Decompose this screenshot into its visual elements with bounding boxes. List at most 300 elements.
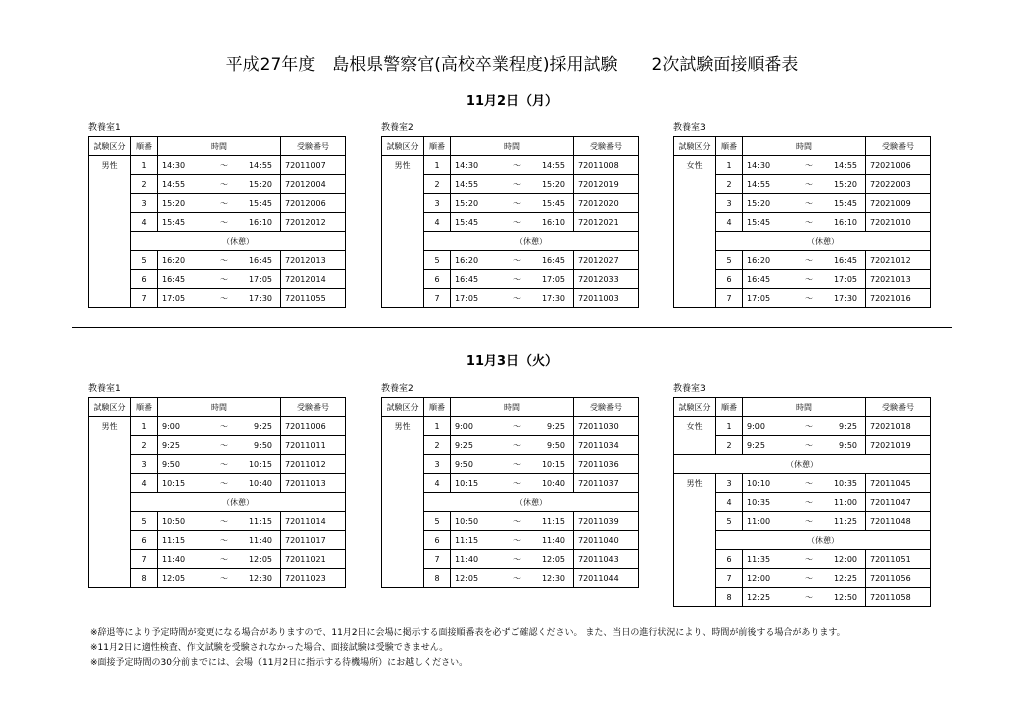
break-label: （休憩） [131, 493, 346, 512]
end-time: 12:25 [833, 573, 857, 583]
time-cell [451, 251, 574, 270]
schedule-table [673, 397, 931, 607]
order-cell: 2 [424, 175, 451, 194]
break-label: （休憩） [424, 232, 639, 251]
room-label: 教養室3 [673, 123, 706, 133]
time-cell [158, 213, 281, 232]
order-cell: 4 [716, 493, 743, 512]
table-row [89, 270, 346, 289]
table-row [89, 175, 346, 194]
table-row [674, 417, 931, 436]
time-cell [743, 436, 866, 455]
exam-number-cell: 72011007 [281, 156, 346, 175]
table-row [89, 550, 346, 569]
category-cell [674, 493, 716, 512]
end-time: 11:15 [541, 516, 565, 526]
header-category: 試験区分 [382, 137, 424, 156]
header-category: 試験区分 [382, 398, 424, 417]
break-row [382, 493, 639, 512]
table-row [382, 531, 639, 550]
order-cell: 7 [131, 289, 158, 308]
exam-number-cell: 72021012 [866, 251, 931, 270]
order-cell: 1 [131, 417, 158, 436]
tilde: ～ [805, 179, 813, 189]
exam-number-cell: 72011012 [281, 455, 346, 474]
start-time: 15:20 [747, 198, 771, 208]
start-time: 12:25 [747, 592, 771, 602]
order-cell: 7 [716, 569, 743, 588]
order-cell: 8 [424, 569, 451, 588]
category-cell [89, 512, 131, 531]
header-order: 順番 [716, 398, 743, 417]
start-time: 15:20 [162, 198, 186, 208]
table-row [674, 550, 931, 569]
exam-number-cell: 72021013 [866, 270, 931, 289]
exam-number-cell: 72011023 [281, 569, 346, 588]
start-time: 16:20 [162, 255, 186, 265]
start-time: 17:05 [162, 293, 186, 303]
order-cell: 4 [131, 213, 158, 232]
start-time: 9:00 [162, 421, 180, 431]
category-cell [89, 436, 131, 455]
table-row [674, 474, 931, 493]
category-cell [89, 289, 131, 308]
break-row [89, 493, 346, 512]
tilde: ～ [805, 274, 813, 284]
table-row [674, 270, 931, 289]
end-time: 11:15 [248, 516, 272, 526]
start-time: 14:30 [162, 160, 186, 170]
category-cell [89, 474, 131, 493]
exam-number-cell: 72012004 [281, 175, 346, 194]
tilde: ～ [513, 573, 521, 583]
start-time: 11:40 [455, 554, 479, 564]
exam-number-cell: 72011037 [574, 474, 639, 493]
end-time: 10:40 [248, 478, 272, 488]
exam-number-cell: 72021009 [866, 194, 931, 213]
exam-number-cell: 72012012 [281, 213, 346, 232]
start-time: 16:20 [455, 255, 479, 265]
tilde: ～ [220, 255, 228, 265]
exam-number-cell: 72011030 [574, 417, 639, 436]
break-row [674, 455, 931, 474]
start-time: 16:45 [747, 274, 771, 284]
end-time: 12:05 [248, 554, 272, 564]
header-time: 時間 [451, 137, 574, 156]
end-time: 17:30 [833, 293, 857, 303]
exam-number-cell: 72011043 [574, 550, 639, 569]
time-cell [743, 194, 866, 213]
start-time: 14:55 [162, 179, 186, 189]
order-cell: 5 [716, 512, 743, 531]
time-cell [158, 550, 281, 569]
exam-number-cell: 72011044 [574, 569, 639, 588]
header-order: 順番 [716, 137, 743, 156]
tilde: ～ [220, 554, 228, 564]
end-time: 12:00 [833, 554, 857, 564]
start-time: 11:00 [747, 516, 771, 526]
category-cell [89, 493, 131, 512]
header-time: 時間 [158, 398, 281, 417]
start-time: 9:00 [455, 421, 473, 431]
table-header-row [674, 137, 931, 156]
category-cell [382, 270, 424, 289]
end-time: 16:45 [541, 255, 565, 265]
category-cell [89, 232, 131, 251]
header-exam-no: 受験番号 [574, 137, 639, 156]
room-label: 教養室2 [381, 384, 414, 394]
category-cell [674, 270, 716, 289]
category-cell [89, 251, 131, 270]
category-cell [382, 232, 424, 251]
order-cell: 6 [716, 550, 743, 569]
end-time: 9:25 [547, 421, 565, 431]
end-time: 15:20 [248, 179, 272, 189]
category-cell [89, 550, 131, 569]
order-cell: 3 [424, 194, 451, 213]
header-time: 時間 [451, 398, 574, 417]
start-time: 10:15 [455, 478, 479, 488]
time-cell [158, 156, 281, 175]
category-cell [89, 569, 131, 588]
exam-number-cell: 72011011 [281, 436, 346, 455]
time-cell [743, 270, 866, 289]
order-cell: 6 [131, 531, 158, 550]
header-order: 順番 [131, 398, 158, 417]
header-exam-no: 受験番号 [574, 398, 639, 417]
end-time: 10:35 [833, 478, 857, 488]
table-row [382, 213, 639, 232]
order-cell: 8 [716, 588, 743, 607]
tilde: ～ [513, 516, 521, 526]
table-row [674, 493, 931, 512]
time-cell [743, 512, 866, 531]
category-cell [674, 588, 716, 607]
end-time: 10:15 [248, 459, 272, 469]
time-cell [451, 474, 574, 493]
category-cell [382, 531, 424, 550]
exam-number-cell: 72011056 [866, 569, 931, 588]
tilde: ～ [220, 293, 228, 303]
time-cell [743, 569, 866, 588]
order-cell: 3 [716, 474, 743, 493]
start-time: 10:15 [162, 478, 186, 488]
table-header-row [382, 398, 639, 417]
exam-number-cell: 72021006 [866, 156, 931, 175]
exam-number-cell: 72011048 [866, 512, 931, 531]
header-time: 時間 [743, 137, 866, 156]
exam-number-cell: 72022003 [866, 175, 931, 194]
end-time: 11:40 [248, 535, 272, 545]
end-time: 15:45 [248, 198, 272, 208]
table-row [674, 569, 931, 588]
table-row [382, 156, 639, 175]
exam-number-cell: 72012033 [574, 270, 639, 289]
exam-number-cell: 72011047 [866, 493, 931, 512]
category-cell [674, 550, 716, 569]
table-row [382, 289, 639, 308]
table-row [674, 436, 931, 455]
end-time: 15:20 [833, 179, 857, 189]
end-time: 9:50 [547, 440, 565, 450]
table-row [674, 156, 931, 175]
tilde: ～ [805, 516, 813, 526]
header-category: 試験区分 [674, 137, 716, 156]
tilde: ～ [220, 217, 228, 227]
category-cell [382, 512, 424, 531]
category-cell [674, 251, 716, 270]
exam-number-cell: 72011058 [866, 588, 931, 607]
category-cell [674, 194, 716, 213]
table-row [89, 251, 346, 270]
table-header-row [674, 398, 931, 417]
start-time: 15:20 [455, 198, 479, 208]
order-cell: 7 [424, 289, 451, 308]
exam-number-cell: 72011008 [574, 156, 639, 175]
table-row [89, 436, 346, 455]
start-time: 16:45 [162, 274, 186, 284]
order-cell: 6 [424, 270, 451, 289]
category-cell [674, 512, 716, 531]
end-time: 17:05 [248, 274, 272, 284]
time-cell [451, 289, 574, 308]
exam-number-cell: 72012020 [574, 194, 639, 213]
end-time: 14:55 [833, 160, 857, 170]
time-cell [743, 493, 866, 512]
exam-number-cell: 72012021 [574, 213, 639, 232]
end-time: 12:30 [541, 573, 565, 583]
header-category: 試験区分 [674, 398, 716, 417]
time-cell [743, 251, 866, 270]
exam-number-cell: 72011006 [281, 417, 346, 436]
end-time: 16:45 [248, 255, 272, 265]
category-cell [674, 213, 716, 232]
end-time: 9:50 [839, 440, 857, 450]
time-cell [451, 531, 574, 550]
tilde: ～ [220, 516, 228, 526]
order-cell: 4 [716, 213, 743, 232]
order-cell: 2 [131, 436, 158, 455]
table-row [89, 474, 346, 493]
start-time: 15:45 [455, 217, 479, 227]
start-time: 12:00 [747, 573, 771, 583]
tilde: ～ [805, 554, 813, 564]
category-cell [382, 251, 424, 270]
order-cell: 4 [424, 213, 451, 232]
header-exam-no: 受験番号 [866, 137, 931, 156]
order-cell: 6 [716, 270, 743, 289]
time-cell [743, 417, 866, 436]
order-cell: 3 [131, 455, 158, 474]
end-time: 17:30 [248, 293, 272, 303]
time-cell [451, 569, 574, 588]
end-time: 10:40 [541, 478, 565, 488]
tilde: ～ [513, 293, 521, 303]
category-cell [89, 194, 131, 213]
category-cell [89, 175, 131, 194]
end-time: 16:10 [541, 217, 565, 227]
table-header-row [382, 137, 639, 156]
tilde: ～ [513, 198, 521, 208]
end-time: 12:05 [541, 554, 565, 564]
start-time: 12:05 [455, 573, 479, 583]
time-cell [743, 289, 866, 308]
exam-number-cell: 72011017 [281, 531, 346, 550]
start-time: 9:50 [162, 459, 180, 469]
table-row [674, 289, 931, 308]
tilde: ～ [220, 421, 228, 431]
start-time: 10:50 [455, 516, 479, 526]
order-cell: 3 [716, 194, 743, 213]
schedule-table [673, 136, 931, 308]
end-time: 17:05 [541, 274, 565, 284]
time-cell [158, 512, 281, 531]
category-cell [674, 175, 716, 194]
room-label: 教養室1 [88, 123, 121, 133]
start-time: 16:45 [455, 274, 479, 284]
exam-number-cell: 72011055 [281, 289, 346, 308]
table-row [89, 213, 346, 232]
tilde: ～ [220, 274, 228, 284]
schedule-table [381, 136, 639, 308]
category-cell: 男性 [382, 156, 424, 175]
category-cell [89, 531, 131, 550]
break-row [674, 531, 931, 550]
category-cell [89, 213, 131, 232]
start-time: 9:25 [747, 440, 765, 450]
table-row [89, 289, 346, 308]
section-divider [72, 327, 952, 328]
exam-number-cell: 72011021 [281, 550, 346, 569]
start-time: 15:45 [162, 217, 186, 227]
exam-number-cell: 72011051 [866, 550, 931, 569]
order-cell: 7 [716, 289, 743, 308]
time-cell [451, 436, 574, 455]
end-time: 15:45 [541, 198, 565, 208]
schedule-table [88, 397, 346, 588]
start-time: 17:05 [455, 293, 479, 303]
exam-number-cell: 72021018 [866, 417, 931, 436]
exam-number-cell: 72012006 [281, 194, 346, 213]
tilde: ～ [805, 293, 813, 303]
start-time: 10:50 [162, 516, 186, 526]
table-row [382, 175, 639, 194]
time-cell [158, 270, 281, 289]
break-row [382, 232, 639, 251]
tilde: ～ [513, 179, 521, 189]
end-time: 12:30 [248, 573, 272, 583]
order-cell: 4 [424, 474, 451, 493]
end-time: 9:50 [254, 440, 272, 450]
table-row [382, 550, 639, 569]
table-row [89, 455, 346, 474]
tilde: ～ [513, 217, 521, 227]
category-cell [382, 550, 424, 569]
room-label: 教養室2 [381, 123, 414, 133]
category-cell [382, 474, 424, 493]
time-cell [451, 550, 574, 569]
end-time: 11:25 [833, 516, 857, 526]
tilde: ～ [220, 440, 228, 450]
order-cell: 5 [131, 512, 158, 531]
exam-number-cell: 72011014 [281, 512, 346, 531]
table-row [382, 270, 639, 289]
time-cell [743, 588, 866, 607]
schedule-table [381, 397, 639, 588]
start-time: 14:55 [747, 179, 771, 189]
table-row [89, 569, 346, 588]
tilde: ～ [805, 198, 813, 208]
time-cell [158, 455, 281, 474]
time-cell [158, 289, 281, 308]
exam-number-cell: 72011045 [866, 474, 931, 493]
order-cell: 2 [716, 436, 743, 455]
category-cell: 女性 [674, 417, 716, 436]
order-cell: 5 [716, 251, 743, 270]
table-row [382, 512, 639, 531]
order-cell: 4 [131, 474, 158, 493]
table-header-row [89, 137, 346, 156]
end-time: 15:20 [541, 179, 565, 189]
day2-label: 11月3日（火） [465, 354, 559, 369]
end-time: 15:45 [833, 198, 857, 208]
order-cell: 1 [716, 417, 743, 436]
table-row [382, 194, 639, 213]
break-row [89, 232, 346, 251]
end-time: 16:10 [833, 217, 857, 227]
order-cell: 6 [131, 270, 158, 289]
time-cell [743, 474, 866, 493]
tilde: ～ [805, 217, 813, 227]
time-cell [451, 512, 574, 531]
exam-number-cell: 72011039 [574, 512, 639, 531]
start-time: 17:05 [747, 293, 771, 303]
time-cell [158, 531, 281, 550]
tilde: ～ [805, 160, 813, 170]
header-category: 試験区分 [89, 398, 131, 417]
category-cell: 男性 [674, 474, 716, 493]
start-time: 11:40 [162, 554, 186, 564]
header-order: 順番 [424, 137, 451, 156]
time-cell [451, 455, 574, 474]
category-cell: 男性 [89, 156, 131, 175]
table-row [674, 512, 931, 531]
start-time: 11:15 [455, 535, 479, 545]
end-time: 12:50 [833, 592, 857, 602]
category-cell: 男性 [382, 417, 424, 436]
category-cell [382, 213, 424, 232]
category-cell [674, 436, 716, 455]
time-cell [451, 194, 574, 213]
exam-number-cell: 72021010 [866, 213, 931, 232]
order-cell: 5 [424, 512, 451, 531]
tilde: ～ [805, 573, 813, 583]
break-label: （休憩） [424, 493, 639, 512]
note-1: ※辞退等により予定時間が変更になる場合がありますので、11月2日に会場に掲示する面接順番表を必ずご確認ください。 また、当日の進行状況により、時間が前後する場合があります。 [90, 628, 846, 638]
order-cell: 1 [424, 156, 451, 175]
table-row [674, 213, 931, 232]
tilde: ～ [513, 255, 521, 265]
tilde: ～ [220, 459, 228, 469]
category-cell [674, 531, 716, 550]
table-row [674, 588, 931, 607]
table-row [382, 455, 639, 474]
header-order: 順番 [131, 137, 158, 156]
tilde: ～ [220, 160, 228, 170]
header-time: 時間 [158, 137, 281, 156]
tilde: ～ [513, 478, 521, 488]
time-cell [451, 270, 574, 289]
